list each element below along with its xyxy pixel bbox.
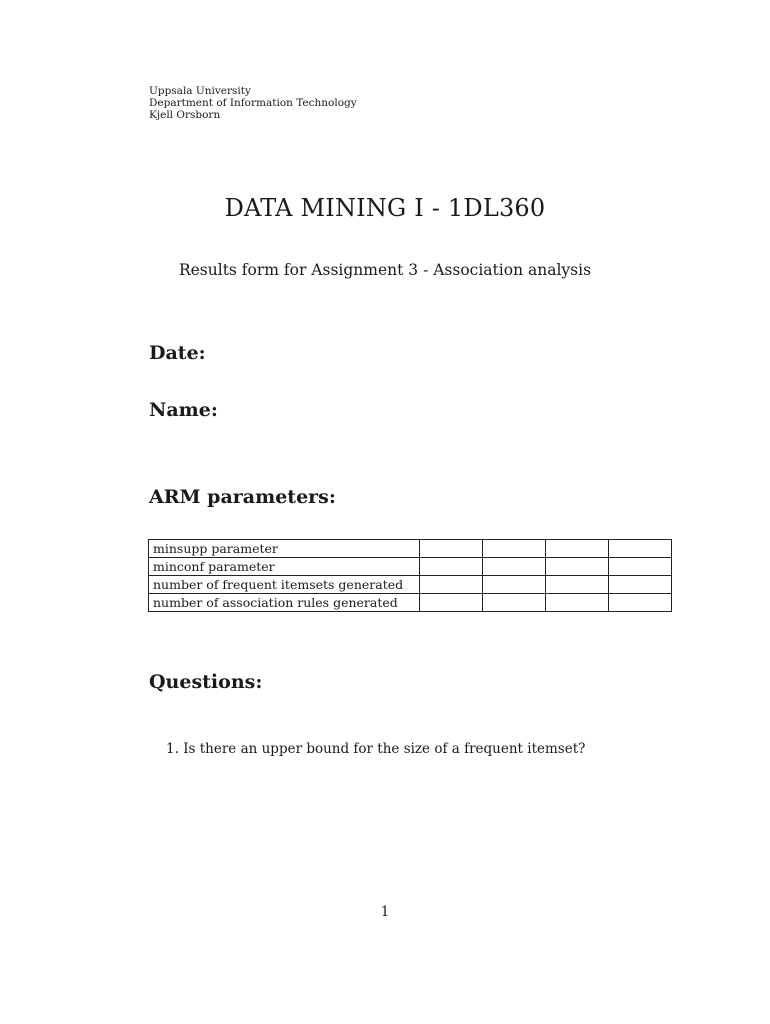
value-cell	[609, 540, 672, 558]
value-cell	[483, 576, 546, 594]
table-row	[149, 540, 672, 558]
value-cell	[420, 558, 483, 576]
name-heading: Name:	[149, 399, 218, 421]
table-row	[149, 594, 672, 612]
value-cell	[546, 594, 609, 612]
value-cell	[546, 540, 609, 558]
questions-heading: Questions:	[149, 671, 263, 693]
row-label-association-rules: number of association rules generated	[149, 594, 420, 612]
value-cell	[420, 594, 483, 612]
value-cell	[609, 558, 672, 576]
header-university: Uppsala University	[149, 85, 251, 97]
document-subtitle: Results form for Assignment 3 - Association analysis	[178, 261, 592, 279]
document-title: DATA MINING I - 1DL360	[224, 194, 546, 222]
list-item	[166, 741, 585, 757]
arm-parameters-table	[148, 539, 672, 612]
header-department: Department of Information Technology	[149, 97, 357, 109]
table-row	[149, 576, 672, 594]
row-label-minsupp: minsupp parameter	[149, 540, 420, 558]
question-text: Is there an upper bound for the size of a frequent itemset?	[183, 741, 586, 757]
header-author: Kjell Orsborn	[149, 109, 221, 121]
question-list	[166, 741, 585, 757]
value-cell	[420, 576, 483, 594]
value-cell	[483, 558, 546, 576]
value-cell	[609, 594, 672, 612]
document-header	[149, 85, 357, 121]
arm-parameters-heading: ARM parameters:	[149, 486, 336, 508]
row-label-minconf: minconf parameter	[149, 558, 420, 576]
value-cell	[420, 540, 483, 558]
page-number: 1	[380, 904, 390, 920]
value-cell	[483, 594, 546, 612]
date-heading: Date:	[149, 342, 206, 364]
value-cell	[546, 576, 609, 594]
table-row	[149, 558, 672, 576]
value-cell	[609, 576, 672, 594]
question-number: 1.	[166, 741, 179, 757]
value-cell	[546, 558, 609, 576]
row-label-frequent-itemsets: number of frequent itemsets generated	[149, 576, 420, 594]
value-cell	[483, 540, 546, 558]
